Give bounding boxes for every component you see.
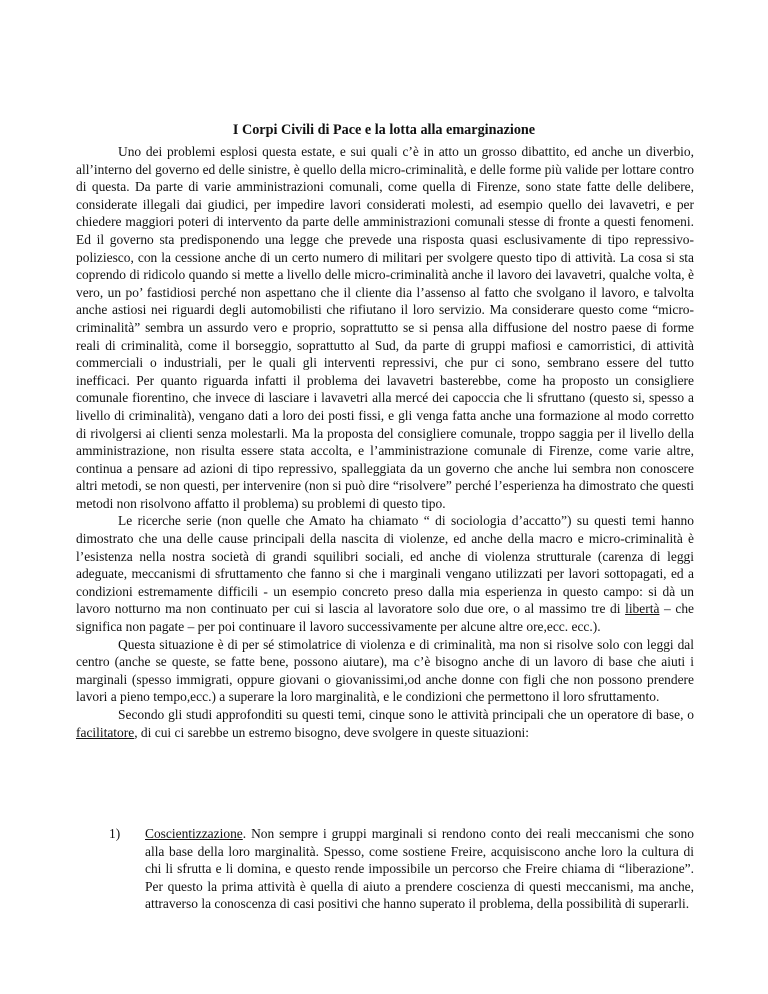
paragraph-2 <box>76 512 694 635</box>
list-item <box>76 825 694 913</box>
paragraph-1 <box>76 143 694 512</box>
document-title: I Corpi Civili di Pace e la lotta alla emarginazione <box>232 122 536 138</box>
paragraph-4-text-start: Secondo gli studi approfonditi su questi temi, cinque sono le attività principali che un operatore di base, o <box>118 707 694 722</box>
underlined-word-liberta: libertà <box>625 601 660 617</box>
list-item-heading: Coscientizzazione <box>145 826 243 841</box>
paragraph-2-text-end: – che significa non pagate – per poi continuare il lavoro successivamente per alcune altre ore,ecc. ecc.). <box>76 601 694 635</box>
paragraph-3 <box>76 636 694 706</box>
paragraph-4 <box>76 706 694 741</box>
list-item-number: 1) <box>109 826 121 841</box>
list-item-body <box>145 825 694 913</box>
underlined-word-facilitatore: facilitatore <box>76 724 135 740</box>
paragraph-1-text: Uno dei problemi esplosi questa estate, e sui quali c’è in atto un grosso dibattito, ed anche un diverbio, all’interno del governo ed delle sinistre, è quello della micro-criminalità, e delle forme più valide per lottare contro di questa. Da parte di varie amministrazioni comunali, come quella di Firenze, sono state fatte delle delibere, considerate illegali dai giudici, per impedire lavori considerati molesti, ad esempio quello dei lavavetri, e per chiedere maggiori poteri di intervento da parte delle amministrazioni comunali stesse di fronte a questi fenomeni. Ed il governo sta predisponendo una legge che prevede una risposta quasi esclusivamente di tipo repressivo-poliziesco, con la cessione anche di un certo numero di militari per svolgere questo tipo di attività. La cosa si sta coprendo di ridicolo quando si mette a livello delle micro-criminalità anche il lavoro dei lavavetri, qualche volta, è vero, un po’ fastidiosi perché non aspettano che il cliente dia l’assenso al fatto che svolgano il lavoro, e talvolta anche astiosi nei riguardi degli automobilisti che rifiutano il loro servizio. Ma considerare questo come “micro-criminalità” sembra un assurdo vero e proprio, soprattutto se si pensa alla diffusione del nostro paese di forme reali di criminalità, come il borseggio, soprattutto al Sud, da parte di gruppi mafiosi e camorristici, di attività commerciali o industriali, per le quali gli interventi repressivi, che pur ci sono, sembrano essere del tutto inefficaci. Per quanto riguarda infatti il problema dei lavavetri basterebbe, come ha proposto un consigliere comunale fiorentino, che invece di lasciare i lavavetri alla mercé dei capoccia che li sfruttano (questo si, spesso a livello di criminalità), vengano dati a loro dei posti fissi, e gli venga fatta anche una formazione al modo corretto di rivolgersi ai clienti senza molestarli. Ma la proposta del consigliere comunale, troppo saggia per il livello della amministrazione, non risulta essere stata accolta, e l’amministrazione comunale di Firenze, come varie altre, continua a pensare ad azioni di tipo repressivo, spalleggiata da un governo che anche lui sembra non conoscere altri metodi, se non questi, per intervenire (non si può dire “risolvere” perché l’esperienza ha dimostrato che questi metodi non risolvono affatto il problema) su problemi di questo tipo. <box>76 144 694 511</box>
paragraph-3-text: Questa situazione è di per sé stimolatrice di violenza e di criminalità, ma non si risolve solo con leggi dal centro (anche se queste, se fatte bene, possono aiutare), ma c’è bisogno anche di un lavoro di base che aiuti i marginali (spesso immigrati, oppure giovani o giovanissimi,od anche donne con figli che non possono prendere lavori a pieno tempo,ecc.) a superare la loro marginalità, e le condizioni che permettono il loro sfruttamento. <box>76 636 694 705</box>
paragraph-4-text-end: , di cui ci sarebbe un estremo bisogno, deve svolgere in queste situazioni: <box>134 724 530 740</box>
list-item-text: . Non sempre i gruppi marginali si rendono conto dei reali meccanismi che sono alla base della loro marginalità. Spesso, come sostiene Freire, acquisiscono anche loro la cultura di chi li sfrutta e li domina, e questo rende impossibile un percorso che Freire chiama di “liberazione”. Per questo la prima attività è quella di aiuto a prendere coscienza di questi meccanismi, ma anche, attraverso la conoscenza di casi positivi che hanno superato il problema, della possibilità di superarli. <box>145 826 694 912</box>
paragraph-2-text-start: Le ricerche serie (non quelle che Amato ha chiamato “ di sociologia d’accatto”) su questi temi hanno dimostrato che una delle cause principali della nascita di violenze, ed anche della macro e micro-criminalità è l’esistenza nella nostra società di grandi squilibri sociali, ed anche di violenza strutturale (carenza di leggi adeguate, meccanismi di sfruttamento che fanno si che i marginali vengano utilizzati per lavori sottopagati, ed a condizioni estremamente difficili - un esempio concreto preso dalla mia esperienza in questo campo: si dà un lavoro notturno ma non continuato per cui si lascia al lavoratore solo due ore, o al massimo tre di <box>76 513 694 617</box>
document-body <box>76 143 694 741</box>
numbered-list <box>76 825 694 913</box>
